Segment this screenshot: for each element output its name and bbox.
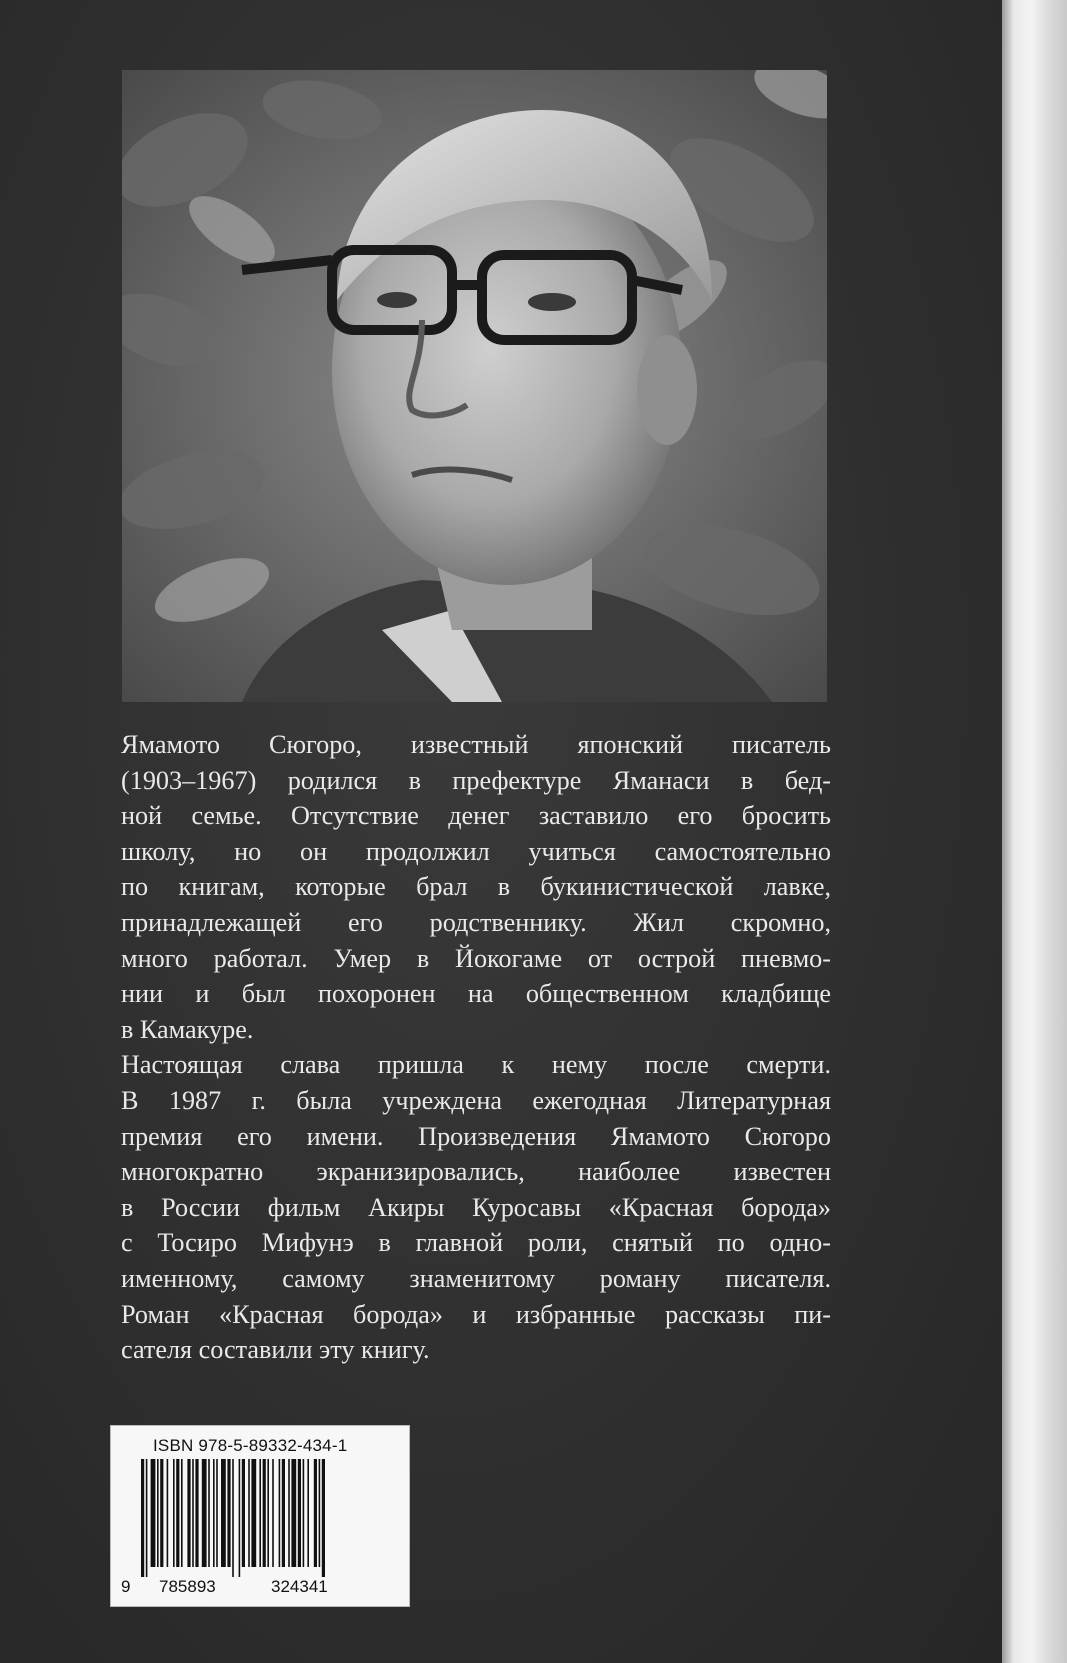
barcode-bar bbox=[151, 1459, 156, 1567]
barcode-bar bbox=[322, 1459, 325, 1577]
biography-paragraph-1 bbox=[121, 727, 831, 1047]
barcode-bar bbox=[282, 1459, 285, 1567]
barcode-bar bbox=[213, 1459, 215, 1567]
isbn-barcode-label bbox=[110, 1425, 410, 1607]
barcode-bar bbox=[314, 1459, 317, 1567]
barcode-bar bbox=[221, 1459, 226, 1567]
barcode-bar bbox=[202, 1459, 207, 1567]
barcode-bar bbox=[192, 1459, 194, 1567]
barcode-bar bbox=[216, 1459, 218, 1567]
author-biography bbox=[121, 727, 831, 1368]
barcode-bar bbox=[267, 1459, 269, 1567]
barcode-bar bbox=[208, 1459, 210, 1567]
barcode-bar bbox=[259, 1459, 261, 1567]
barcode-bars bbox=[141, 1459, 379, 1577]
barcode-bar bbox=[181, 1459, 183, 1567]
barcode-bar bbox=[303, 1459, 305, 1567]
biography-paragraph-2 bbox=[121, 1047, 831, 1367]
barcode-bar bbox=[307, 1459, 309, 1567]
barcode-bar bbox=[157, 1459, 159, 1567]
barcode-bar bbox=[298, 1459, 301, 1567]
text-line: по книгам, которые брал в букинистической лавке, bbox=[121, 872, 831, 902]
text-line: школу, но он продолжил учиться самостоятельно bbox=[121, 836, 831, 866]
text-line: много работал. Умер в Йокогаме от острой пневмо- bbox=[121, 943, 831, 973]
barcode-bar bbox=[141, 1459, 144, 1577]
barcode-bar bbox=[319, 1459, 321, 1567]
barcode-bar bbox=[227, 1459, 230, 1567]
barcode-bar bbox=[279, 1459, 281, 1567]
barcode-bar bbox=[173, 1459, 175, 1567]
barcode-bar bbox=[248, 1459, 250, 1567]
barcode-bar bbox=[272, 1459, 274, 1567]
page-edge bbox=[1002, 0, 1067, 1663]
barcode-bar bbox=[288, 1459, 290, 1567]
barcode-digits-right: 324341 bbox=[271, 1577, 328, 1596]
isbn-number: ISBN 978-5-89332-434-1 bbox=[153, 1436, 348, 1455]
text-line: (1903–1967) родился в префектуре Яманаси в бед- bbox=[121, 765, 831, 795]
barcode-bar bbox=[187, 1459, 190, 1567]
text-line: Ямамото Сюгоро, известный японский писатель bbox=[121, 730, 831, 759]
text-line: Настоящая слава пришла к нему после смерти. bbox=[121, 1050, 831, 1080]
text-line: многократно экранизировались, наиболее известен bbox=[121, 1157, 831, 1187]
text-line: в Камакуре. bbox=[121, 1014, 254, 1044]
barcode-bar bbox=[239, 1459, 241, 1577]
barcode-bar bbox=[232, 1459, 234, 1577]
text-line: с Тосиро Мифунэ в главной роли, снятый по одно- bbox=[121, 1228, 831, 1258]
barcode-bar bbox=[146, 1459, 148, 1577]
text-line: принадлежащей его родственнику. Жил скромно, bbox=[121, 907, 831, 937]
barcode-digit-first: 9 bbox=[121, 1577, 131, 1596]
barcode-bar bbox=[195, 1459, 198, 1567]
text-line: Роман «Красная борода» и избранные рассказы пи- bbox=[121, 1299, 831, 1329]
text-line: именному, самому знаменитому роману писателя. bbox=[121, 1263, 831, 1293]
text-line: премия его имени. Произведения Ямамото Сюгоро bbox=[121, 1121, 831, 1151]
barcode-bar bbox=[167, 1459, 169, 1567]
barcode-bar bbox=[251, 1459, 256, 1567]
barcode-bar bbox=[176, 1459, 179, 1567]
text-line: ной семье. Отсутствие денег заставило его бросить bbox=[121, 801, 831, 831]
text-line: В 1987 г. была учреждена ежегодная Литературная bbox=[121, 1085, 831, 1115]
text-line: в России фильм Акиры Куросавы «Красная борода» bbox=[121, 1192, 831, 1222]
barcode-bar bbox=[291, 1459, 296, 1567]
barcode-bar bbox=[160, 1459, 163, 1567]
barcode-bar bbox=[263, 1459, 266, 1567]
barcode-digits-left: 785893 bbox=[159, 1577, 216, 1596]
author-portrait bbox=[122, 70, 827, 702]
text-line: нии и был похоронен на общественном кладбище bbox=[121, 979, 831, 1009]
barcode-bar bbox=[242, 1459, 245, 1567]
portrait-photo bbox=[122, 70, 827, 702]
text-line: сателя составили эту книгу. bbox=[121, 1335, 430, 1365]
